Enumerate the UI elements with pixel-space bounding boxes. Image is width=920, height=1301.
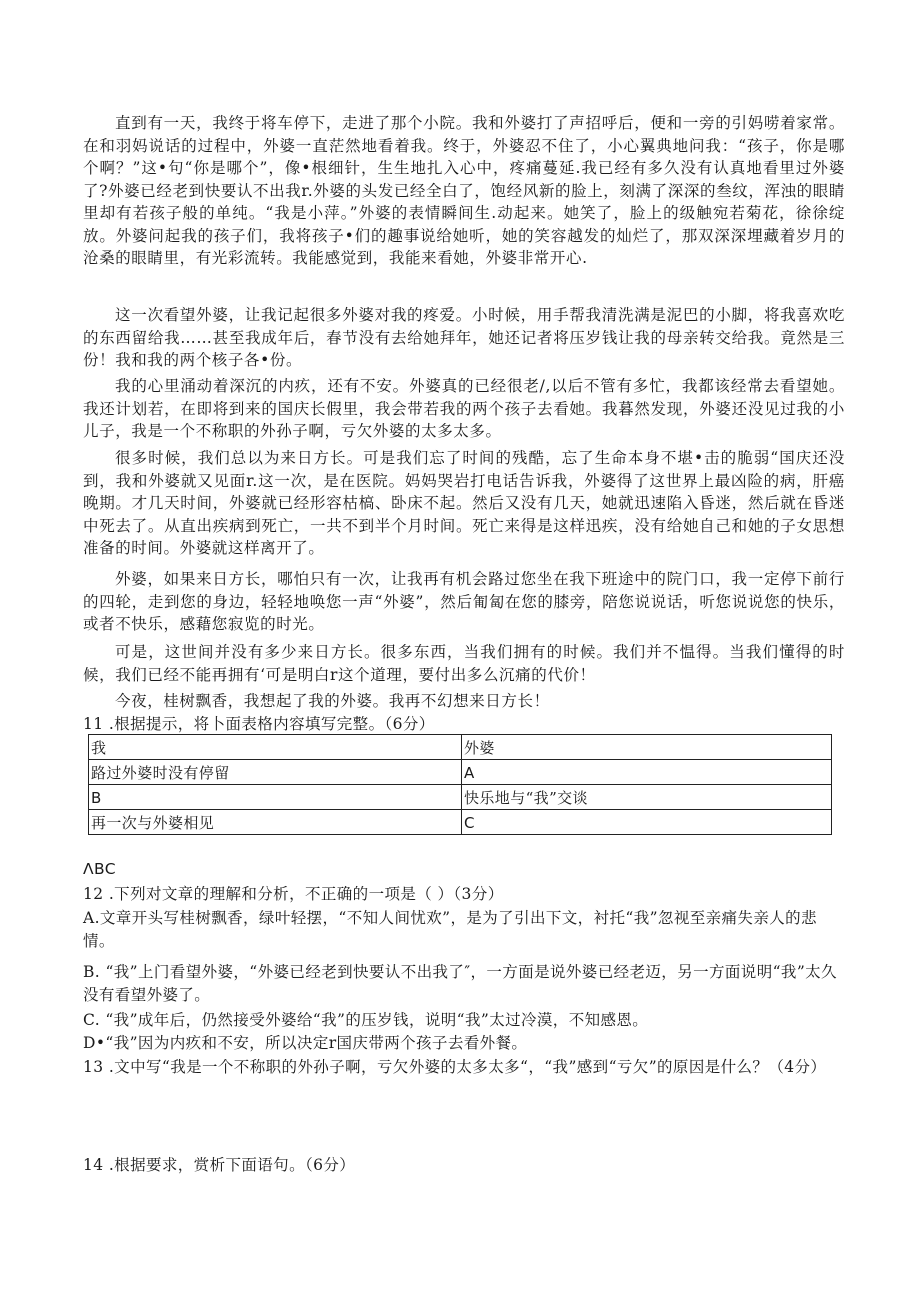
question-12-option-a: A.文章开头写桂树飘香，绿叶轻摆，“不知人间忧欢”，是为了引出下文，衬托“我”忽视至亲痛失亲人的悲情。 (83, 909, 817, 950)
question-11-prompt: 11 .根据提示，将卜面表格内容填写完整。（6分） (83, 715, 435, 733)
table-cell: 路过外婆时没有停留 (89, 760, 462, 785)
question-12-prompt: 12 .下列对文章的理解和分析，不正确的一项是（ ）（3分） (83, 885, 504, 903)
question-13-prompt: 13 .文中写“我是一个不称职的外孙子啊，亏欠外婆的太多太多“，“我”感到“亏欠”的原因是什么？（4分） (83, 1058, 827, 1076)
table-row (89, 785, 832, 810)
story-paragraph-4: 很多时候，我们总以为来日方长。可是我们忘了时间的残酷，忘了生命本身不堪•击的脆弱“国庆还没到，我和外婆就又见面r.这一次，是在医院。妈妈哭岩打电话告诉我，外婆得了这世界上最凶险的病，肝癌晚期。才几天时间，外婆就已经形容枯槁、卧床不起。然后又没有几天，她就迅速陷入昏迷，然后就在昏迷中死去了。从直出疾病到死亡，一共不到半个月时间。死亡来得是这样迅疾，没有给她自己和她的子女思想准备的时间。外婆就这样离开了。 (83, 449, 845, 557)
story-paragraph-1: 直到有一天，我终于将车停下，走进了那个小院。我和外婆打了声招呼后，便和一旁的引妈唠着家常。在和羽妈说话的过程中，外婆一直茫然地看着我。终于，外婆忍不住了，小心翼典地问我：“孩子，你是哪个啊？”这•句“你是哪个”，像•根细针，生生地扎入心中，疼痛蔓延.我已经有多久没有认真地看里过外婆了?外婆已经老到快要认不出我r.外婆的头发已经全白了，饱经风新的脸上，刻满了深深的叁纹，浑浊的眼睛里却有若孩子般的单纯。“我是小萍。”外婆的表情瞬间生.动起来。她笑了，脸上的级触宛若菊花，徐徐绽放。外婆问起我的孩子们，我将孩子•们的趣事说给她听，她的笑容越发的灿烂了，那双深深埋藏着岁月的沧桑的眼睛里，有光彩流转。我能感觉到，我能来看她，外婆非常开心. (83, 114, 845, 267)
table-row (89, 735, 832, 760)
story-paragraph-7: 今夜，桂树飘香，我想起了我的外婆。我再不幻想来日方长！ (115, 692, 550, 710)
story-paragraph-3: 我的心里涌动着深沉的内疚，还有不安。外婆真的已经很老/,以后不管有多忙，我都该经常去看望她。我还计划若，在即将到来的国庆长假里，我会带若我的两个孩子去看她。我暮然发现，外婆还没见过我的小儿子，我是一个不称职的外孙子啊，亏欠外婆的太多太多。 (83, 377, 845, 440)
answer-slot-b[interactable]: B (89, 785, 462, 810)
table-cell: 快乐地与“我”交谈 (462, 785, 832, 810)
question-12-option-b: B. “我”上门看望外婆，“外婆已经老到快要认不出我了″，一方面是说外婆已经老迈，另一方面说明“我”太久没有看望外婆了。 (83, 963, 837, 1004)
table-cell: 再一次与外婆相见 (89, 810, 462, 835)
answer-slot-c[interactable]: C (462, 810, 832, 835)
table-cell: 我 (89, 735, 462, 760)
table-cell: 外婆 (462, 735, 832, 760)
story-paragraph-6: 可是，这世间并没有多少来日方长。很多东西，当我们拥有的时候。我们并不愠得。当我们懂得的时候，我们已经不能再拥有‘可是明白r这个道理，要付出多么沉痛的代价！ (83, 643, 845, 684)
story-paragraph-2: 这一次看望外婆，让我记起很多外婆对我的疼爱。小时候，用手帮我清洗满是泥巴的小脚，将我喜欢吃的东西留给我……甚至我成年后，春节没有去给她拜年，她还记者将压岁钱让我的母亲转交给我。竟然是三份！我和我的两个核子各•份。 (83, 306, 845, 369)
table-row (89, 810, 832, 835)
question-11-answer-line: ΛBC (83, 860, 116, 878)
story-paragraph-5: 外婆，如果来日方长，哪怕只有一次，让我再有机会路过您坐在我下班途中的院门口，我一定停下前行的四轮，走到您的身边，轻轻地唤您一声“外婆”，然后匍匐在您的膝旁，陪您说说话，听您说说您的快乐，或者不快乐，感藉您寂览的时光。 (83, 570, 845, 633)
question-12-option-c: C. “我”成年后，仍然接受外婆给“我”的压岁钱，说明“我”太过冷漠，不知感恩。 (83, 1011, 649, 1029)
question-11-table (88, 734, 832, 835)
answer-slot-a[interactable]: A (462, 760, 832, 785)
question-12-option-d: D•“我”因为内疚和不安，所以决定r国庆带两个孩子去看外餐。 (83, 1034, 528, 1052)
table-row (89, 760, 832, 785)
question-14-prompt: 14 .根据要求，赏析下面语句。（6分） (83, 1156, 356, 1174)
